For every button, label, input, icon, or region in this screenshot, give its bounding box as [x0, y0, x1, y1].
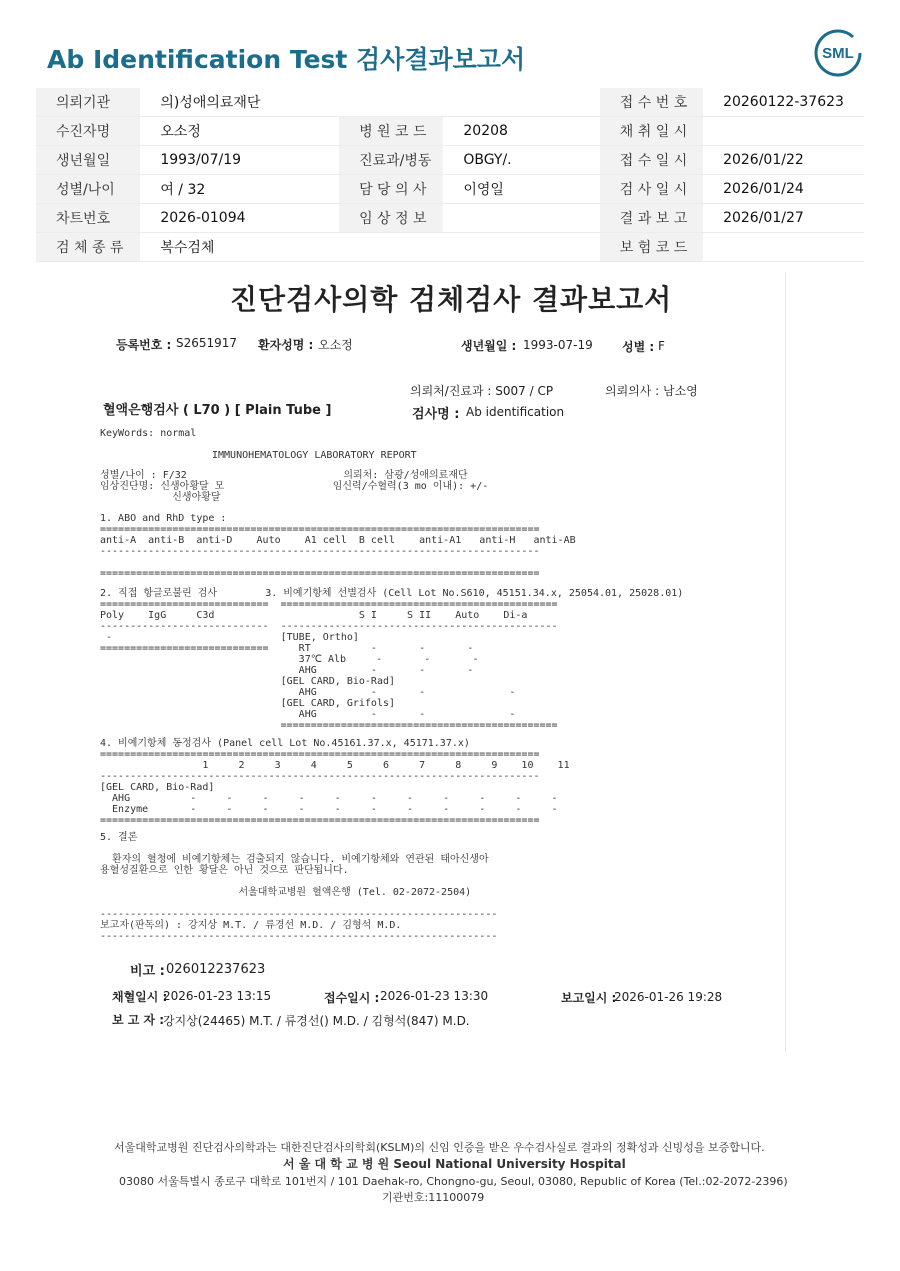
info-label: 성별/나이 [36, 175, 140, 204]
info-label: 병 원 코 드 [339, 117, 443, 146]
info-value: 20208 [443, 117, 599, 146]
dob-label: 생년월일 : [461, 339, 517, 353]
info-value: 여 / 32 [140, 175, 339, 204]
report-title: 진단검사의학 검체검사 결과보고서 [230, 283, 673, 316]
receive-value: 2026-01-23 13:30 [380, 989, 489, 1003]
info-value: 복수검체 [140, 233, 339, 262]
conclusion-block: 5. 결론 환자의 혈청에 비예기항체는 검출되지 않습니다. 비예기항체와 연관된 태아신생아 용혈성질환으로 인한 황달은 아닌 것으로 판단됩니다. 서울대학교병원 혈액은행 (Tel. 02-2072-2504) ------------------------------------------------------------------ 보고자(판독의) : 강지상 M.T. / 류경선 M.D. / 김형석 M.D. ------------------------------------------------------------------ [100, 832, 498, 942]
doctor-text: 의뢰의사 : 남소영 [605, 384, 698, 398]
remark-value: 026012237623 [166, 962, 266, 977]
reporter-value: 강지상(24465) M.T. / 류경선() M.D. / 김형석(847) M.D. [163, 1014, 470, 1028]
info-label: 검 사 일 시 [600, 175, 703, 204]
patient-block: 성별/나이 : F/32 의뢰처: 삼광/성애의료재단 임상진단명: 신생아황달 모 임신력/수혈력(3 mo 이내): +/- 신생아황달 [100, 470, 489, 503]
info-value: 2026-01094 [140, 204, 339, 233]
lab-report-title: IMMUNOHEMATOLOGY LABORATORY REPORT [212, 450, 417, 461]
report-date-label: 보고일시 : [561, 991, 617, 1005]
info-label: 접 수 일 시 [600, 146, 703, 175]
dob-value: 1993-07-19 [523, 338, 593, 352]
dat-screening-block: 2. 직접 항글로불린 검사 3. 비예기항체 선별검사 (Cell Lot No.S610, 45151.34.x, 25054.01, 25028.01) ============================ ============================================== Poly IgG C3d S I S II Auto Di-a ---------------------------- ---------------------------------------------- - [TUBE, Ortho] ============================ RT - - - 37℃ Alb - - - AHG - - - [GEL CARD, Bio-Rad] AHG - - - [GEL CARD, Grifols] AHG - - - ============================================== [100, 588, 684, 731]
test-group: 혈액은행검사 ( L70 ) [ Plain Tube ] [103, 403, 332, 418]
info-row [36, 117, 864, 146]
footer-statement: 서울대학교병원 진단검사의학과는 대한진단검사의학회(KSLM)의 신임 인증을 받은 우수검사실로 결과의 정확성과 신빙성을 보증합니다. [114, 1141, 765, 1154]
info-label [339, 88, 443, 117]
info-row [36, 88, 864, 117]
svg-text:SML: SML [822, 45, 854, 62]
info-label: 검 체 종 류 [36, 233, 140, 262]
footer-institution-no: 기관번호:11100079 [382, 1191, 485, 1204]
name-label: 환자성명 : [258, 338, 314, 352]
info-value: 2026/01/22 [703, 146, 864, 175]
collect-value: 2026-01-23 13:15 [163, 989, 272, 1003]
dept-text: 의뢰처/진료과 : S007 / CP [410, 384, 554, 398]
info-label: 접 수 번 호 [600, 88, 703, 117]
info-value [443, 233, 599, 262]
info-value: 의)성애의료재단 [140, 88, 339, 117]
remark-label: 비고 : [130, 964, 165, 979]
info-row [36, 175, 864, 204]
footer-hospital: 서 울 대 학 교 병 원 Seoul National University Hospital [283, 1157, 626, 1171]
info-value [443, 88, 599, 117]
footer-address: 03080 서울특별시 종로구 대학로 101번지 / 101 Daehak-ro, Chongno-gu, Seoul, 03080, Republic of Korea (Tel.:02-2072-2396) [119, 1175, 788, 1188]
info-label: 임 상 정 보 [339, 204, 443, 233]
info-value: 2026/01/24 [703, 175, 864, 204]
abo-rhd-block: 1. ABO and RhD type : ========================================================================= anti-A anti-B anti-D Auto A1 cell B cell anti-A1 anti-H anti-AB ------------------------------------------------------------------------- ========================================================================= [100, 513, 576, 579]
info-row [36, 204, 864, 233]
info-label: 생년월일 [36, 146, 140, 175]
keywords: KeyWords: normal [100, 428, 197, 439]
sex-value: F [658, 339, 665, 353]
name-value: 오소정 [318, 338, 353, 352]
report-date-value: 2026-01-26 19:28 [614, 990, 723, 1004]
page-title: Ab Identification Test 검사결과보고서 [47, 45, 526, 74]
info-label: 차트번호 [36, 204, 140, 233]
info-value: 1993/07/19 [140, 146, 339, 175]
info-value: 2026/01/27 [703, 204, 864, 233]
info-label: 채 취 일 시 [600, 117, 703, 146]
info-label: 수진자명 [36, 117, 140, 146]
info-value: OBGY/. [443, 146, 599, 175]
patient-info-table [36, 88, 864, 262]
receive-label: 접수일시 : [324, 991, 380, 1005]
info-value [703, 117, 864, 146]
reporter-label: 보 고 자 : [112, 1013, 165, 1027]
identification-block: 4. 비예기항체 동정검사 (Panel cell Lot No.45161.37.x, 45171.37.x) ========================================================================= 1 2 3 4 5 6 7 8 9 10 11 ------------------------------------------------------------------------- [GEL CARD, Bio-Rad] AHG - - - - - - - - - - - Enzyme - - - - - - - - - - - ========================================================================= [100, 738, 570, 826]
info-value: 오소정 [140, 117, 339, 146]
info-value [443, 204, 599, 233]
info-value [703, 233, 864, 262]
sex-label: 성별 : [622, 340, 655, 354]
info-label: 의뢰기관 [36, 88, 140, 117]
reg-value: S2651917 [176, 336, 238, 350]
collect-label: 채혈일시 : [112, 990, 168, 1004]
info-row [36, 233, 864, 262]
info-label: 담 당 의 사 [339, 175, 443, 204]
info-label: 보 험 코 드 [600, 233, 703, 262]
info-value: 20260122-37623 [703, 88, 864, 117]
info-label [339, 233, 443, 262]
sml-logo [813, 28, 863, 78]
info-label: 진료과/병동 [339, 146, 443, 175]
reg-label: 등록번호 : [116, 338, 172, 352]
test-name-label: 검사명 : [412, 407, 460, 422]
info-label: 결 과 보 고 [600, 204, 703, 233]
info-row [36, 146, 864, 175]
test-name-value: Ab identification [466, 405, 565, 419]
info-value: 이영일 [443, 175, 599, 204]
